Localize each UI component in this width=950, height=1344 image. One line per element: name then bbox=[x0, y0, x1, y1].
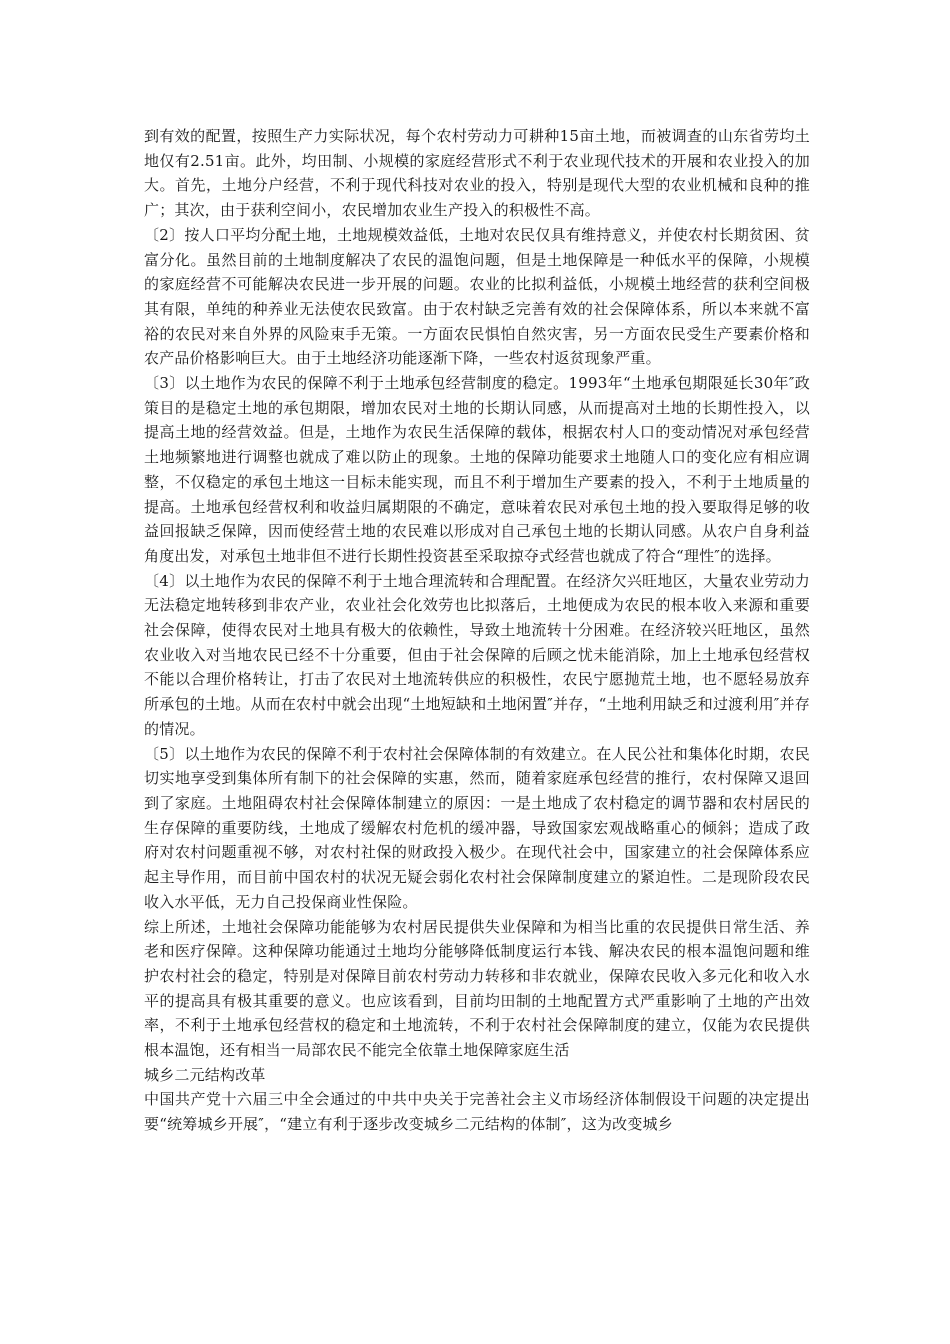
paragraph-land-allocation: 到有效的配置，按照生产力实际状况，每个农村劳动力可耕种15亩土地，而被调查的山东省劳均土地仅有2.51亩。此外，均田制、小规模的家庭经营形式不利于农业现代技术的开展和农业投入的加大。首先，土地分户经营，不利于现代科技对农业的投入，特别是现代大型的农业机械和良种的推广；其次，由于获利空间小，农民增加农业生产投入的积极性不高。 bbox=[144, 127, 810, 220]
paragraph-closing: 中国共产党十六届三中全会通过的中共中央关于完善社会主义市场经济体制假设干问题的决定提出要“统筹城乡开展″，“建立有利于逐步改变城乡二元结构的体制″，这为改变城乡 bbox=[144, 1090, 810, 1134]
section-heading: 城乡二元结构改革 bbox=[144, 1065, 266, 1084]
paragraph-point-4: 〔4〕以土地作为农民的保障不利于土地合理流转和合理配置。在经济欠兴旺地区，大量农业劳动力无法稳定地转移到非农产业，农业社会化效劳也比拟落后，土地便成为农民的根本收入来源和重要社会保障，使得农民对土地具有极大的依赖性，导致土地流转十分困难。在经济较兴旺地区，虽然农业收入对当地农民已经不十分重要，但由于社会保障的后顾之忧未能消除，加上土地承包经营权不能以合理价格转让，打击了农民对土地流转供应的积极性，农民宁愿抛荒土地，也不愿轻易放弃所承包的土地。从而在农村中就会出现“土地短缺和土地闲置″并存，“土地利用缺乏和过渡利用″并存的情况。 bbox=[144, 571, 810, 738]
document-page bbox=[144, 124, 810, 1137]
paragraph-summary: 综上所述，土地社会保障功能能够为农村居民提供失业保障和为相当比重的农民提供日常生活、养老和医疗保障。这种保障功能通过土地均分能够降低制度运行本钱、解决农民的根本温饱问题和维护农村社会的稳定，特别是对保障目前农村劳动力转移和非农就业，保障农民收入多元化和收入水平的提高具有极其重要的意义。也应该看到，目前均田制的土地配置方式严重影响了土地的产出效率，不利于土地承包经营权的稳定和土地流转，不利于农村社会保障制度的建立，仅能为农民提供根本温饱，还有相当一局部农民不能完全依靠土地保障家庭生活 bbox=[144, 917, 810, 1060]
paragraph-point-5: 〔5〕以土地作为农民的保障不利于农村社会保障体制的有效建立。在人民公社和集体化时期，农民切实地享受到集体所有制下的社会保障的实惠，然而，随着家庭承包经营的推行，农村保障又退回到了家庭。土地阻碍农村社会保障体制建立的原因：一是土地成了农村稳定的调节器和农村居民的生存保障的重要防线，土地成了缓解农村危机的缓冲器，导致国家宏观战略重心的倾斜；造成了政府对农村问题重视不够，对农村社保的财政投入极少。在现代社会中，国家建立的社会保障体系应起主导作用，而目前中国农村的状况无疑会弱化农村社会保障制度建立的紧迫性。二是现阶段农民收入水平低，无力自己投保商业性保险。 bbox=[144, 744, 810, 911]
paragraph-point-3: 〔3〕以土地作为农民的保障不利于土地承包经营制度的稳定。1993年“土地承包期限延长30年″政策目的是稳定土地的承包期限，增加农民对土地的长期认同感，从而提高对土地的长期性投入，以提高土地的经营效益。但是，土地作为农民生活保障的载体，根据农村人口的变动情况对承包经营土地频繁地进行调整也就成了难以防止的现象。土地的保障功能要求土地随人口的变化应有相应调整，不仅稳定的承包土地这一目标未能实现，而且不利于增加生产要素的投入，不利于土地质量的提高。土地承包经营权利和收益归属期限的不确定，意味着农民对承包土地的投入要取得足够的收益回报缺乏保障，因而使经营土地的农民难以形成对自己承包土地的长期认同感。从农户自身利益角度出发，对承包土地非但不进行长期性投资甚至采取掠夺式经营也就成了符合“理性″的选择。 bbox=[144, 374, 810, 565]
paragraph-point-2: 〔2〕按人口平均分配土地，土地规模效益低，土地对农民仅具有维持意义，并使农村长期贫困、贫富分化。虽然目前的土地制度解决了农民的温饱问题，但是土地保障是一种低水平的保障，小规模的家庭经营不可能解决农民进一步开展的问题。农业的比拟利益低，小规模土地经营的获利空间极其有限，单纯的种养业无法使农民致富。由于农村缺乏完善有效的社会保障体系，所以本来就不富裕的农民对来自外界的风险束手无策。一方面农民惧怕自然灾害，另一方面农民受生产要素价格和农产品价格影响巨大。由于土地经济功能逐渐下降，一些农村返贫现象严重。 bbox=[144, 225, 810, 368]
